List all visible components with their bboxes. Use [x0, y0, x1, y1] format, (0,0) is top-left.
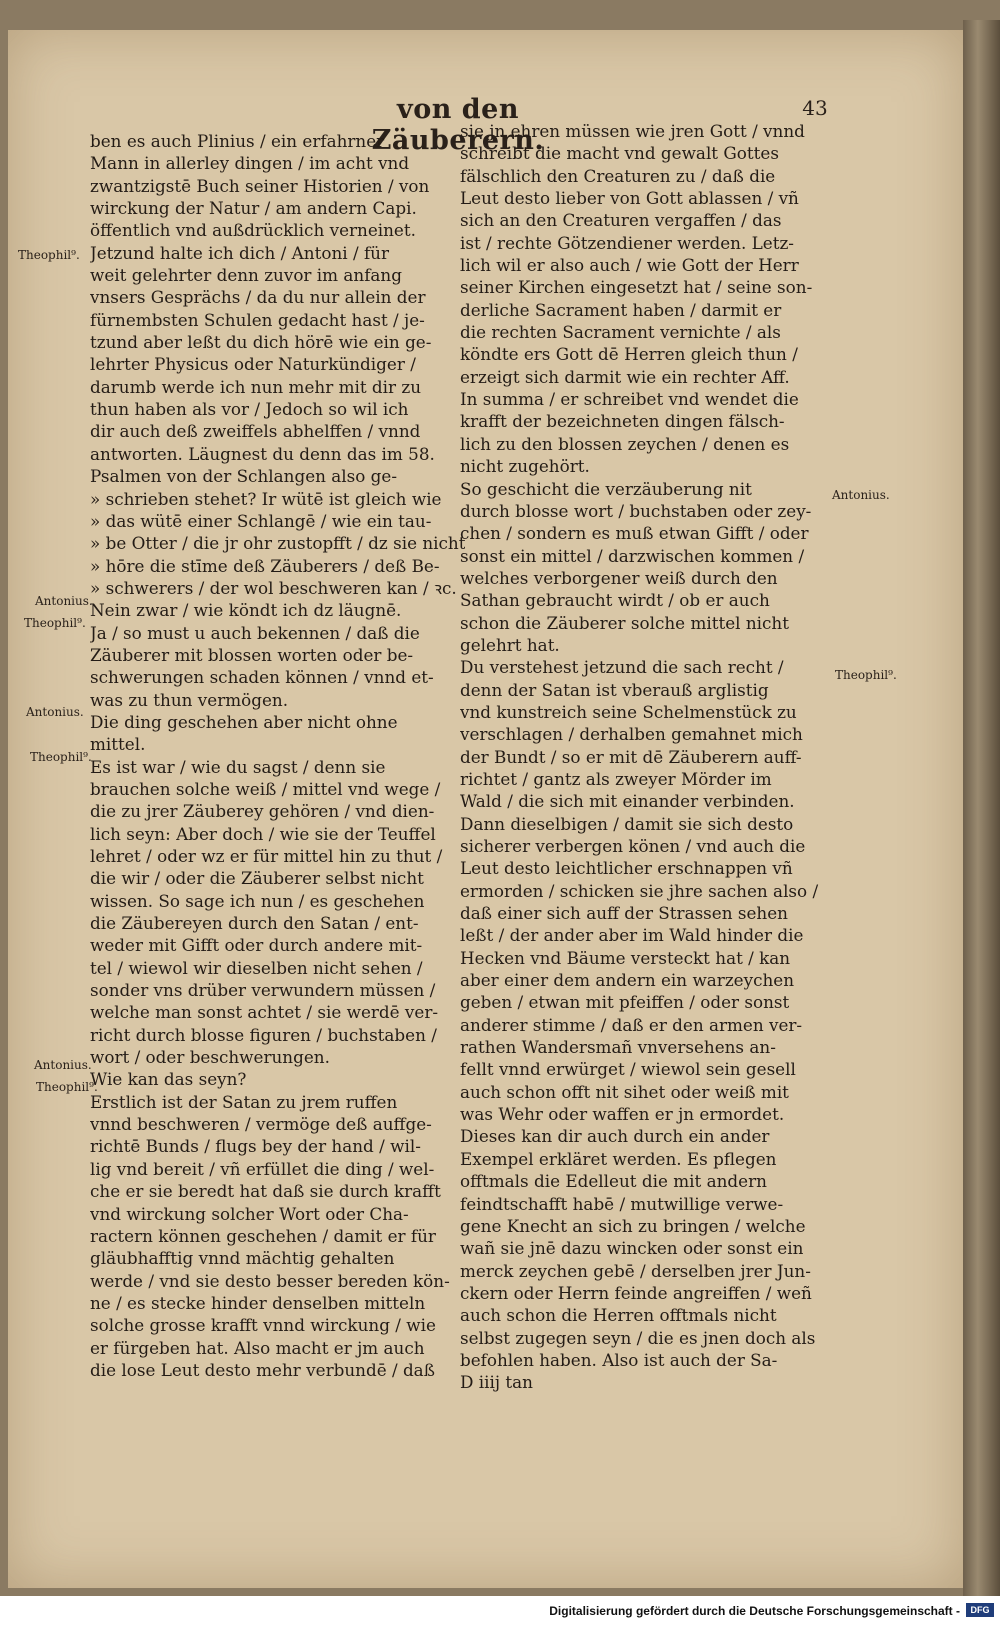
- text-line: durch blosse wort / buchstaben oder zey-: [460, 500, 812, 521]
- text-line: fälschlich den Creaturen zu / daß die: [460, 165, 776, 186]
- text-line: öffentlich vnd außdrücklich verneinet.: [90, 220, 416, 241]
- right-text-column: [460, 120, 820, 1394]
- text-line: sicherer verbergen könen / vnd auch die: [460, 836, 806, 856]
- text-line: denn der Satan ist vberauß arglistig: [460, 679, 769, 700]
- text-line: che er sie beredt hat daß sie durch krafft: [90, 1181, 441, 1202]
- text-line: » hōre die stīme deß Zäuberers / deß Be-: [90, 555, 440, 576]
- text-line: vnnd beschweren / vermöge deß auffge-: [90, 1114, 432, 1135]
- text-line: So geschicht die verzäuberung nit: [460, 478, 752, 499]
- text-line: gene Knecht an sich zu bringen / welche: [460, 1215, 806, 1236]
- text-line: auch schon die Herren offtmals nicht: [460, 1305, 777, 1326]
- text-line: Leut desto leichtlicher erschnappen vñ: [460, 858, 793, 879]
- text-line: D iiij tan: [460, 1372, 533, 1393]
- text-line: sie jn ehren müssen wie jren Gott / vnnd: [460, 121, 805, 141]
- text-line: sich an den Creaturen vergaffen / das: [460, 210, 782, 231]
- text-line: richtet / gantz als zweyer Mörder im: [460, 768, 772, 789]
- margin-note-speaker: Antonius.: [832, 488, 890, 502]
- text-line: In summa / er schreibet vnd wendet die: [460, 389, 799, 410]
- text-line: richt durch blosse figuren / buchstaben /: [90, 1024, 437, 1045]
- text-line: welche man sonst achtet / sie werdē ver-: [90, 1002, 439, 1023]
- margin-note-speaker: Theophil⁹.: [24, 616, 86, 630]
- margin-note-speaker: Antonius.: [35, 594, 93, 608]
- text-line: der Bundt / so er mit dē Zäuberern auff-: [460, 746, 802, 767]
- text-line: selbst zugegen seyn / die es jnen doch als: [460, 1327, 816, 1348]
- running-header-title: von den Zäuberern.: [371, 94, 545, 156]
- text-line: seiner Kirchen eingesetzt hat / seine son-: [460, 277, 813, 298]
- text-line: » das wütē einer Schlangē / wie ein tau-: [90, 510, 432, 531]
- text-line: wañ sie jnē dazu wincken oder sonst ein: [460, 1238, 804, 1259]
- text-line: weder mit Gifft oder durch andere mit-: [90, 935, 423, 956]
- text-line: Leut desto lieber von Gott ablassen / vñ: [460, 188, 799, 209]
- text-line: sonder vns drüber verwundern müssen /: [90, 980, 436, 1001]
- text-line: Zäuberer mit blossen worten oder be-: [90, 644, 414, 665]
- text-line: Nein zwar / wie köndt ich dz läugnē.: [90, 600, 402, 621]
- text-line: erzeigt sich darmit wie ein rechter Aff.: [460, 366, 790, 387]
- text-line: sonst ein mittel / darzwischen kommen /: [460, 545, 805, 566]
- margin-note-speaker: Antonius.: [34, 1058, 92, 1072]
- book-gutter: [963, 20, 1000, 1596]
- text-line: lehrter Physicus oder Naturkündiger /: [90, 354, 416, 375]
- text-line: ckern oder Herrn feinde angreiffen / weñ: [460, 1282, 812, 1303]
- text-line: Sathan gebraucht wirdt / ob er auch: [460, 590, 770, 611]
- text-line: brauchen solche weiß / mittel vnd wege /: [90, 778, 441, 799]
- text-line: rathen Wandersmañ vnversehens an-: [460, 1037, 776, 1058]
- text-line: ben es auch Plinius / ein erfahrner: [90, 131, 385, 151]
- text-line: köndte ers Gott dē Herren gleich thun /: [460, 344, 798, 365]
- text-line: Dieses kan dir auch durch ein ander: [460, 1126, 770, 1147]
- text-line: schwerungen schaden können / vnnd et-: [90, 667, 434, 688]
- text-line: was Wehr oder waffen er jn ermordet.: [460, 1104, 785, 1125]
- text-line: dir auch deß zweiffels abhelffen / vnnd: [90, 421, 421, 442]
- text-line: Dann dieselbigen / damit sie sich desto: [460, 813, 794, 834]
- text-line: wissen. So sage ich nun / es geschehen: [90, 890, 425, 911]
- digitization-credit: Digitalisierung gefördert durch die Deutsche Forschungsgemeinschaft -: [549, 1604, 960, 1618]
- margin-note-speaker: Antonius.: [26, 705, 84, 719]
- text-line: anderer stimme / daß er den armen ver-: [460, 1014, 803, 1035]
- text-line: vnd wirckung solcher Wort oder Cha-: [90, 1203, 409, 1224]
- text-line: Erstlich ist der Satan zu jrem ruffen: [90, 1091, 398, 1112]
- text-line: befohlen haben. Also ist auch der Sa-: [460, 1349, 778, 1370]
- text-line: was zu thun vermögen.: [90, 689, 289, 710]
- text-line: Es ist war / wie du sagst / denn sie: [90, 756, 386, 777]
- text-line: Die ding geschehen aber nicht ohne: [90, 711, 398, 732]
- text-line: er fürgeben hat. Also macht er jm auch: [90, 1337, 425, 1358]
- text-line: leßt / der ander aber im Wald hinder die: [460, 925, 804, 946]
- text-line: schon die Zäuberer solche mittel nicht: [460, 612, 789, 633]
- text-line: werde / vnd sie desto besser bereden kön-: [90, 1270, 450, 1291]
- text-line: derliche Sacrament haben / darmit er: [460, 299, 782, 320]
- text-line: auch schon offt nit sihet oder weiß mit: [460, 1081, 789, 1102]
- text-line: die wir / oder die Zäuberer selbst nicht: [90, 868, 424, 889]
- left-text-column: [90, 130, 465, 1381]
- text-line: verschlagen / derhalben gemahnet mich: [460, 724, 803, 745]
- text-line: die Zäubereyen durch den Satan / ent-: [90, 913, 419, 934]
- text-line: » be Otter / die jr ohr zustopfft / dz sie nicht: [90, 533, 465, 554]
- text-line: krafft der bezeichneten dingen fälsch-: [460, 411, 785, 432]
- text-line: » schwerers / der wol beschweren kan / ꝛc.: [90, 577, 457, 598]
- text-line: solche grosse krafft vnnd wirckung / wie: [90, 1315, 436, 1336]
- text-line: ermorden / schicken sie jhre sachen also /: [460, 880, 819, 901]
- margin-note-speaker: Theophil⁹.: [36, 1080, 98, 1094]
- text-line: lich wil er also auch / wie Gott der Herr: [460, 255, 799, 276]
- text-line: lehret / oder wz er für mittel hin zu thut /: [90, 846, 443, 866]
- page-number: 43: [802, 96, 828, 120]
- text-line: ist / rechte Götzendiener werden. Letz-: [460, 232, 794, 253]
- text-line: lig vnd bereit / vñ erfüllet die ding / wel-: [90, 1158, 435, 1179]
- text-line: ractern können geschehen / damit er für: [90, 1225, 436, 1246]
- text-line: Mann in allerley dingen / im acht vnd: [90, 153, 410, 174]
- text-line: feindtschafft habē / mutwillige verwe-: [460, 1193, 784, 1214]
- text-line: tzund aber leßt du dich hörē wie ein ge-: [90, 332, 432, 353]
- text-line: fürnembsten Schulen gedacht hast / je-: [90, 309, 425, 330]
- text-line: Exempel erkläret werden. Es pflegen: [460, 1148, 777, 1169]
- text-line: gläubhafftig vnnd mächtig gehalten: [90, 1248, 395, 1269]
- text-line: wirckung der Natur / am andern Capi.: [90, 198, 417, 219]
- text-line: die rechten Sacrament vernichte / als: [460, 322, 781, 343]
- margin-note-speaker: Theophil⁹.: [835, 668, 897, 682]
- text-line: schreibt die macht vnd gewalt Gottes: [460, 143, 779, 164]
- text-line: die lose Leut desto mehr verbundē / daß: [90, 1359, 435, 1380]
- text-line: richtē Bunds / flugs bey der hand / wil-: [90, 1136, 421, 1157]
- text-line: lich seyn: Aber doch / wie sie der Teuffel: [90, 823, 436, 844]
- text-line: daß einer sich auff der Strassen sehen: [460, 903, 788, 924]
- text-line: merck zeychen gebē / derselben jrer Jun-: [460, 1260, 811, 1281]
- text-line: zwantzigstē Buch seiner Historien / von: [90, 175, 430, 196]
- text-line: offtmals die Edelleut die mit andern: [460, 1171, 767, 1192]
- text-line: lich zu den blossen zeychen / denen es: [460, 433, 790, 454]
- text-line: Ja / so must u auch bekennen / daß die: [90, 622, 420, 643]
- margin-note-speaker: Theophil⁹.: [18, 248, 80, 262]
- text-line: welches verborgener weiß durch den: [460, 567, 778, 588]
- text-line: Jetzund halte ich dich / Antoni / für: [90, 242, 389, 263]
- text-line: tel / wiewol wir dieselben nicht sehen /: [90, 957, 423, 978]
- margin-note-speaker: Theophil⁹.: [30, 750, 92, 764]
- text-line: weit gelehrter denn zuvor im anfang: [90, 265, 402, 286]
- text-line: gelehrt hat.: [460, 634, 560, 655]
- text-line: chen / sondern es muß etwan Gifft / oder: [460, 523, 809, 544]
- text-line: ne / es stecke hinder denselben mitteln: [90, 1292, 426, 1313]
- text-line: aber einer dem andern ein warzeychen: [460, 970, 795, 991]
- text-line: Hecken vnd Bäume versteckt hat / kan: [460, 947, 791, 968]
- text-line: geben / etwan mit pfeiffen / oder sonst: [460, 992, 790, 1013]
- dfg-logo: DFG: [966, 1603, 994, 1617]
- text-line: wort / oder beschwerungen.: [90, 1047, 330, 1068]
- text-line: mittel.: [90, 734, 146, 755]
- text-line: » schrieben stehet? Ir wütē ist gleich wie: [90, 488, 442, 509]
- text-line: vnd kunstreich seine Schelmenstück zu: [460, 701, 797, 722]
- text-line: vnsers Gesprächs / da du nur allein der: [90, 287, 426, 308]
- text-line: Wie kan das seyn?: [90, 1069, 247, 1090]
- text-line: antworten. Läugnest du denn das im 58.: [90, 443, 435, 464]
- text-line: nicht zugehört.: [460, 456, 590, 477]
- text-line: Psalmen von der Schlangen also ge-: [90, 466, 398, 487]
- text-line: darumb werde ich nun mehr mit dir zu: [90, 376, 422, 397]
- text-line: fellt vnnd erwürget / wiewol sein gesell: [460, 1059, 796, 1080]
- text-line: Du verstehest jetzund die sach recht /: [460, 657, 784, 678]
- text-line: thun haben als vor / Jedoch so wil ich: [90, 399, 409, 420]
- text-line: die zu jrer Zäuberey gehören / vnd dien-: [90, 801, 435, 822]
- text-line: Wald / die sich mit einander verbinden.: [460, 791, 795, 812]
